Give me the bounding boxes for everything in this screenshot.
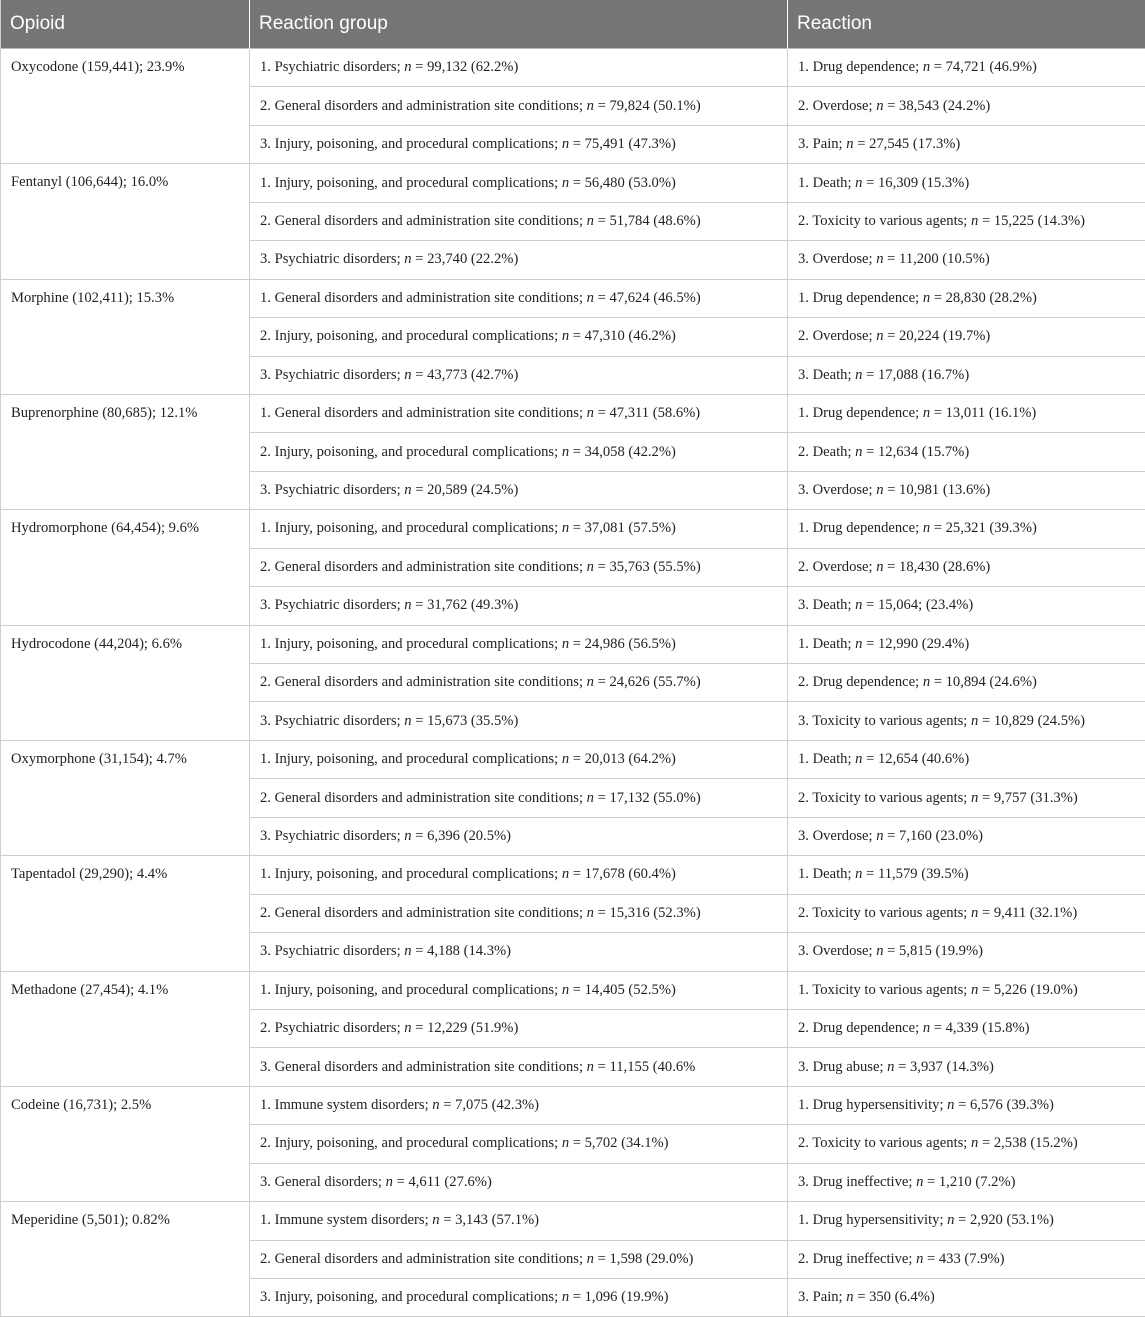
rg-count: = 20,589 (24.5%) (411, 482, 519, 499)
rg-label: 2. General disorders and administration site conditions; (260, 789, 587, 806)
n-symbol: n (846, 1289, 854, 1306)
table-row (1, 164, 1145, 202)
reaction-cell (788, 279, 1145, 317)
reaction-cell (788, 664, 1145, 702)
reaction-group-cell (250, 1163, 788, 1201)
n-symbol: n (876, 943, 884, 960)
table-row (1, 1086, 1145, 1124)
r-count: = 10,829 (24.5%) (978, 712, 1086, 729)
n-symbol: n (922, 674, 931, 691)
rg-count: = 17,132 (55.0%) (593, 789, 701, 806)
r-label: 2. Toxicity to various agents; (798, 904, 972, 921)
reaction-group-cell (250, 856, 788, 894)
reaction-cell (788, 471, 1145, 509)
rg-label: 3. Psychiatric disorders; (260, 482, 405, 499)
r-label: 1. Death; (798, 751, 856, 768)
reaction-group-cell (250, 241, 788, 279)
rg-count: = 24,986 (56.5%) (569, 635, 676, 652)
r-count: = 27,545 (17.3%) (853, 136, 961, 153)
rg-label: 1. Immune system disorders; (260, 1212, 433, 1229)
n-symbol: n (922, 59, 931, 76)
rg-label: 2. General disorders and administration site conditions; (260, 904, 587, 921)
r-label: 3. Overdose; (798, 827, 877, 844)
rg-label: 2. General disorders and administration site conditions; (260, 1250, 587, 1267)
reaction-group-cell (250, 664, 788, 702)
r-count: = 16,309 (15.3%) (862, 174, 970, 191)
rg-label: 3. Injury, poisoning, and procedural complications; (260, 136, 562, 153)
r-count: = 1,210 (7.2%) (923, 1173, 1016, 1190)
n-symbol: n (971, 212, 979, 229)
reaction-group-cell (250, 548, 788, 586)
rg-label: 3. Injury, poisoning, and procedural complications; (260, 1289, 562, 1306)
r-count: = 11,200 (10.5%) (883, 251, 990, 268)
rg-count: = 34,058 (42.2%) (569, 443, 676, 460)
n-symbol: n (432, 1212, 440, 1229)
r-label: 1. Drug dependence; (798, 289, 923, 306)
reaction-group-cell (250, 625, 788, 663)
r-count: = 18,430 (28.6%) (883, 558, 991, 575)
rg-label: 1. Injury, poisoning, and procedural complications; (260, 520, 562, 537)
rg-label: 1. General disorders and administration site conditions; (260, 289, 587, 306)
n-symbol: n (561, 1135, 570, 1152)
header-row (1, 0, 1145, 49)
reaction-cell (788, 87, 1145, 125)
header-reaction-group: Reaction group (250, 0, 788, 49)
n-symbol: n (561, 866, 570, 883)
reaction-group-cell (250, 202, 788, 240)
n-symbol: n (404, 712, 412, 729)
n-symbol: n (561, 635, 570, 652)
rg-count: = 43,773 (42.7%) (411, 366, 519, 383)
rg-label: 3. Psychiatric disorders; (260, 251, 405, 268)
r-count: = 4,339 (15.8%) (930, 1020, 1030, 1037)
n-symbol: n (971, 904, 979, 921)
r-count: = 12,634 (15.7%) (862, 443, 970, 460)
n-symbol: n (971, 712, 979, 729)
rg-label: 2. Injury, poisoning, and procedural complications; (260, 443, 562, 460)
reaction-group-cell (250, 433, 788, 471)
rg-count: = 99,132 (62.2%) (411, 59, 519, 76)
n-symbol: n (947, 1212, 955, 1229)
r-label: 2. Overdose; (798, 558, 877, 575)
rg-count: = 1,096 (19.9%) (569, 1289, 669, 1306)
rg-count: = 47,310 (46.2%) (569, 328, 676, 345)
reaction-group-cell (250, 817, 788, 855)
n-symbol: n (404, 943, 412, 960)
opioid-cell: Hydromorphone (64,454); 9.6% (1, 510, 250, 625)
reaction-cell (788, 125, 1145, 163)
rg-label: 1. Injury, poisoning, and procedural complications; (260, 981, 562, 998)
rg-count: = 5,702 (34.1%) (569, 1135, 669, 1152)
r-count: = 6,576 (39.3%) (954, 1097, 1054, 1114)
n-symbol: n (586, 1058, 594, 1075)
reaction-group-cell (250, 894, 788, 932)
table-row (1, 1202, 1145, 1240)
reaction-group-cell (250, 125, 788, 163)
r-count: = 2,920 (53.1%) (954, 1212, 1054, 1229)
rg-label: 1. Immune system disorders; (260, 1097, 433, 1114)
r-count: = 20,224 (19.7%) (883, 328, 991, 345)
n-symbol: n (404, 482, 412, 499)
r-label: 3. Death; (798, 597, 856, 614)
reaction-group-cell (250, 394, 788, 432)
r-label: 3. Pain; (798, 136, 847, 153)
opioid-cell: Fentanyl (106,644); 16.0% (1, 164, 250, 279)
n-symbol: n (586, 97, 594, 114)
reaction-group-cell (250, 356, 788, 394)
n-symbol: n (876, 558, 884, 575)
reaction-cell (788, 1163, 1145, 1201)
rg-label: 3. Psychiatric disorders; (260, 597, 405, 614)
reaction-cell (788, 740, 1145, 778)
reaction-group-cell (250, 1240, 788, 1278)
reaction-group-cell (250, 279, 788, 317)
n-symbol: n (855, 174, 863, 191)
n-symbol: n (855, 635, 863, 652)
n-symbol: n (561, 328, 570, 345)
n-symbol: n (586, 1250, 594, 1267)
rg-count: = 12,229 (51.9%) (411, 1020, 519, 1037)
n-symbol: n (971, 1135, 979, 1152)
n-symbol: n (876, 328, 884, 345)
n-symbol: n (922, 405, 931, 422)
r-label: 2. Death; (798, 443, 856, 460)
n-symbol: n (586, 212, 594, 229)
r-label: 2. Toxicity to various agents; (798, 1135, 972, 1152)
n-symbol: n (855, 751, 863, 768)
r-count: = 74,721 (46.9%) (930, 59, 1037, 76)
rg-label: 1. Injury, poisoning, and procedural complications; (260, 174, 562, 191)
n-symbol: n (561, 981, 570, 998)
rg-label: 3. Psychiatric disorders; (260, 943, 405, 960)
reaction-group-cell (250, 740, 788, 778)
rg-count: = 3,143 (57.1%) (439, 1212, 540, 1229)
n-symbol: n (561, 751, 570, 768)
opioid-cell: Buprenorphine (80,685); 12.1% (1, 394, 250, 509)
n-symbol: n (404, 366, 412, 383)
r-label: 3. Death; (798, 366, 856, 383)
reaction-group-cell (250, 1125, 788, 1163)
reaction-cell (788, 433, 1145, 471)
table-row (1, 740, 1145, 778)
reaction-cell (788, 548, 1145, 586)
rg-count: = 4,611 (27.6%) (392, 1173, 492, 1190)
reaction-cell (788, 164, 1145, 202)
r-count: = 3,937 (14.3%) (894, 1058, 994, 1075)
rg-count: = 17,678 (60.4%) (569, 866, 676, 883)
rg-count: = 23,740 (22.2%) (411, 251, 519, 268)
r-count: = 9,757 (31.3%) (978, 789, 1078, 806)
table-row (1, 625, 1145, 663)
rg-label: 2. Psychiatric disorders; (260, 1020, 405, 1037)
r-count: = 38,543 (24.2%) (883, 97, 991, 114)
r-label: 3. Overdose; (798, 251, 877, 268)
n-symbol: n (846, 136, 854, 153)
reaction-cell (788, 587, 1145, 625)
reaction-cell (788, 894, 1145, 932)
rg-count: = 47,624 (46.5%) (593, 289, 701, 306)
r-count: = 10,981 (13.6%) (883, 482, 991, 499)
r-count: = 15,225 (14.3%) (978, 212, 1086, 229)
r-count: = 13,011 (16.1%) (930, 405, 1037, 422)
n-symbol: n (922, 520, 931, 537)
table-row (1, 394, 1145, 432)
rg-count: = 24,626 (55.7%) (593, 674, 701, 691)
n-symbol: n (586, 558, 594, 575)
reaction-group-cell (250, 510, 788, 548)
rg-label: 2. General disorders and administration site conditions; (260, 674, 587, 691)
r-label: 2. Drug dependence; (798, 674, 923, 691)
reaction-group-cell (250, 702, 788, 740)
r-label: 3. Toxicity to various agents; (798, 712, 972, 729)
rg-count: = 20,013 (64.2%) (569, 751, 676, 768)
r-count: = 28,830 (28.2%) (930, 289, 1037, 306)
rg-count: = 79,824 (50.1%) (593, 97, 701, 114)
r-count: = 12,654 (40.6%) (862, 751, 970, 768)
r-label: 3. Overdose; (798, 482, 877, 499)
opioid-cell: Codeine (16,731); 2.5% (1, 1086, 250, 1201)
r-count: = 11,579 (39.5%) (862, 866, 969, 883)
r-label: 3. Pain; (798, 1289, 847, 1306)
reaction-cell (788, 856, 1145, 894)
n-symbol: n (586, 405, 594, 422)
table-row (1, 279, 1145, 317)
rg-label: 2. General disorders and administration site conditions; (260, 558, 587, 575)
r-count: = 5,226 (19.0%) (978, 981, 1078, 998)
r-label: 1. Drug hypersensitivity; (798, 1212, 948, 1229)
n-symbol: n (922, 289, 931, 306)
rg-label: 1. Injury, poisoning, and procedural complications; (260, 866, 562, 883)
r-label: 1. Drug dependence; (798, 520, 923, 537)
r-label: 1. Death; (798, 866, 856, 883)
reaction-cell (788, 971, 1145, 1009)
n-symbol: n (971, 981, 979, 998)
n-symbol: n (876, 482, 884, 499)
n-symbol: n (947, 1097, 955, 1114)
reaction-cell (788, 356, 1145, 394)
rg-count: = 15,673 (35.5%) (411, 712, 519, 729)
reaction-cell (788, 1009, 1145, 1047)
r-label: 2. Toxicity to various agents; (798, 212, 972, 229)
reaction-cell (788, 49, 1145, 87)
rg-label: 3. Psychiatric disorders; (260, 827, 405, 844)
rg-count: = 31,762 (49.3%) (411, 597, 519, 614)
r-label: 2. Toxicity to various agents; (798, 789, 972, 806)
opioid-cell: Oxycodone (159,441); 23.9% (1, 49, 250, 164)
n-symbol: n (586, 674, 594, 691)
r-count: = 350 (6.4%) (853, 1289, 935, 1306)
opioid-cell: Meperidine (5,501); 0.82% (1, 1202, 250, 1317)
n-symbol: n (916, 1173, 924, 1190)
r-label: 3. Overdose; (798, 943, 877, 960)
rg-label: 1. Injury, poisoning, and procedural complications; (260, 635, 562, 652)
r-count: = 12,990 (29.4%) (862, 635, 970, 652)
rg-count: = 47,311 (58.6%) (593, 405, 701, 422)
opioid-cell: Oxymorphone (31,154); 4.7% (1, 740, 250, 855)
r-label: 3. Drug ineffective; (798, 1173, 917, 1190)
table-row (1, 971, 1145, 1009)
reaction-cell (788, 1125, 1145, 1163)
n-symbol: n (404, 827, 412, 844)
r-count: = 2,538 (15.2%) (978, 1135, 1078, 1152)
r-label: 1. Toxicity to various agents; (798, 981, 972, 998)
r-label: 1. Drug hypersensitivity; (798, 1097, 948, 1114)
opioid-cell: Morphine (102,411); 15.3% (1, 279, 250, 394)
n-symbol: n (855, 597, 863, 614)
rg-label: 1. General disorders and administration site conditions; (260, 405, 587, 422)
r-label: 1. Death; (798, 174, 856, 191)
n-symbol: n (855, 866, 863, 883)
table-row (1, 49, 1145, 87)
reaction-cell (788, 318, 1145, 356)
n-symbol: n (876, 251, 884, 268)
rg-label: 2. Injury, poisoning, and procedural complications; (260, 1135, 562, 1152)
table-row (1, 510, 1145, 548)
rg-count: = 11,155 (40.6% (593, 1058, 696, 1075)
rg-count: = 37,081 (57.5%) (569, 520, 676, 537)
n-symbol: n (855, 443, 863, 460)
table-body (1, 49, 1145, 1317)
n-symbol: n (561, 174, 570, 191)
rg-count: = 35,763 (55.5%) (593, 558, 701, 575)
rg-count: = 6,396 (20.5%) (411, 827, 512, 844)
rg-count: = 7,075 (42.3%) (439, 1097, 540, 1114)
n-symbol: n (876, 97, 884, 114)
r-count: = 17,088 (16.7%) (862, 366, 970, 383)
opioid-cell: Tapentadol (29,290); 4.4% (1, 856, 250, 971)
r-count: = 25,321 (39.3%) (930, 520, 1037, 537)
r-label: 2. Drug dependence; (798, 1020, 923, 1037)
rg-label: 3. Psychiatric disorders; (260, 366, 405, 383)
reaction-group-cell (250, 1279, 788, 1317)
n-symbol: n (561, 443, 570, 460)
n-symbol: n (404, 597, 412, 614)
n-symbol: n (855, 366, 863, 383)
r-count: = 9,411 (32.1%) (978, 904, 1078, 921)
n-symbol: n (561, 520, 570, 537)
opioid-cell: Methadone (27,454); 4.1% (1, 971, 250, 1086)
r-count: = 15,064; (23.4%) (862, 597, 974, 614)
reaction-cell (788, 510, 1145, 548)
reaction-cell (788, 1048, 1145, 1086)
reaction-cell (788, 702, 1145, 740)
reaction-cell (788, 933, 1145, 971)
rg-label: 1. Psychiatric disorders; (260, 59, 405, 76)
reaction-group-cell (250, 933, 788, 971)
r-label: 1. Drug dependence; (798, 405, 923, 422)
reaction-group-cell (250, 164, 788, 202)
rg-count: = 1,598 (29.0%) (593, 1250, 694, 1267)
reaction-group-cell (250, 1202, 788, 1240)
r-label: 2. Drug ineffective; (798, 1250, 917, 1267)
reaction-cell (788, 394, 1145, 432)
n-symbol: n (561, 136, 570, 153)
r-count: = 7,160 (23.0%) (883, 827, 983, 844)
reaction-cell (788, 1086, 1145, 1124)
rg-count: = 14,405 (52.5%) (569, 981, 676, 998)
reaction-group-cell (250, 779, 788, 817)
n-symbol: n (432, 1097, 440, 1114)
r-count: = 433 (7.9%) (923, 1250, 1005, 1267)
reaction-group-cell (250, 1086, 788, 1124)
n-symbol: n (876, 827, 884, 844)
reaction-cell (788, 817, 1145, 855)
rg-count: = 15,316 (52.3%) (593, 904, 701, 921)
reaction-cell (788, 202, 1145, 240)
r-label: 2. Overdose; (798, 328, 877, 345)
reaction-group-cell (250, 1048, 788, 1086)
n-symbol: n (586, 289, 594, 306)
opioid-cell: Hydrocodone (44,204); 6.6% (1, 625, 250, 740)
r-count: = 5,815 (19.9%) (883, 943, 983, 960)
reaction-group-cell (250, 318, 788, 356)
n-symbol: n (971, 789, 979, 806)
reaction-cell (788, 625, 1145, 663)
n-symbol: n (916, 1250, 924, 1267)
n-symbol: n (404, 1020, 412, 1037)
reaction-cell (788, 1202, 1145, 1240)
r-label: 3. Drug abuse; (798, 1058, 888, 1075)
reaction-group-cell (250, 587, 788, 625)
rg-count: = 4,188 (14.3%) (411, 943, 512, 960)
rg-count: = 56,480 (53.0%) (569, 174, 676, 191)
n-symbol: n (586, 789, 594, 806)
n-symbol: n (385, 1173, 393, 1190)
n-symbol: n (404, 251, 412, 268)
r-label: 2. Overdose; (798, 97, 877, 114)
rg-label: 2. Injury, poisoning, and procedural complications; (260, 328, 562, 345)
reaction-cell (788, 1279, 1145, 1317)
r-label: 1. Drug dependence; (798, 59, 923, 76)
reaction-cell (788, 779, 1145, 817)
n-symbol: n (404, 59, 412, 76)
rg-label: 2. General disorders and administration site conditions; (260, 97, 587, 114)
reaction-cell (788, 241, 1145, 279)
r-label: 1. Death; (798, 635, 856, 652)
reaction-cell (788, 1240, 1145, 1278)
rg-count: = 75,491 (47.3%) (569, 136, 676, 153)
reaction-group-cell (250, 971, 788, 1009)
n-symbol: n (887, 1058, 895, 1075)
reaction-group-cell (250, 1009, 788, 1047)
rg-label: 2. General disorders and administration site conditions; (260, 212, 587, 229)
header-reaction: Reaction (788, 0, 1145, 49)
rg-label: 3. Psychiatric disorders; (260, 712, 405, 729)
n-symbol: n (922, 1020, 931, 1037)
reaction-group-cell (250, 49, 788, 87)
rg-count: = 51,784 (48.6%) (593, 212, 701, 229)
rg-label: 3. General disorders; (260, 1173, 386, 1190)
header-opioid: Opioid (1, 0, 250, 49)
table-row (1, 856, 1145, 894)
rg-label: 1. Injury, poisoning, and procedural complications; (260, 751, 562, 768)
n-symbol: n (561, 1289, 570, 1306)
reaction-group-cell (250, 87, 788, 125)
n-symbol: n (586, 904, 594, 921)
reaction-group-cell (250, 471, 788, 509)
rg-label: 3. General disorders and administration site conditions; (260, 1058, 587, 1075)
r-count: = 10,894 (24.6%) (930, 674, 1037, 691)
